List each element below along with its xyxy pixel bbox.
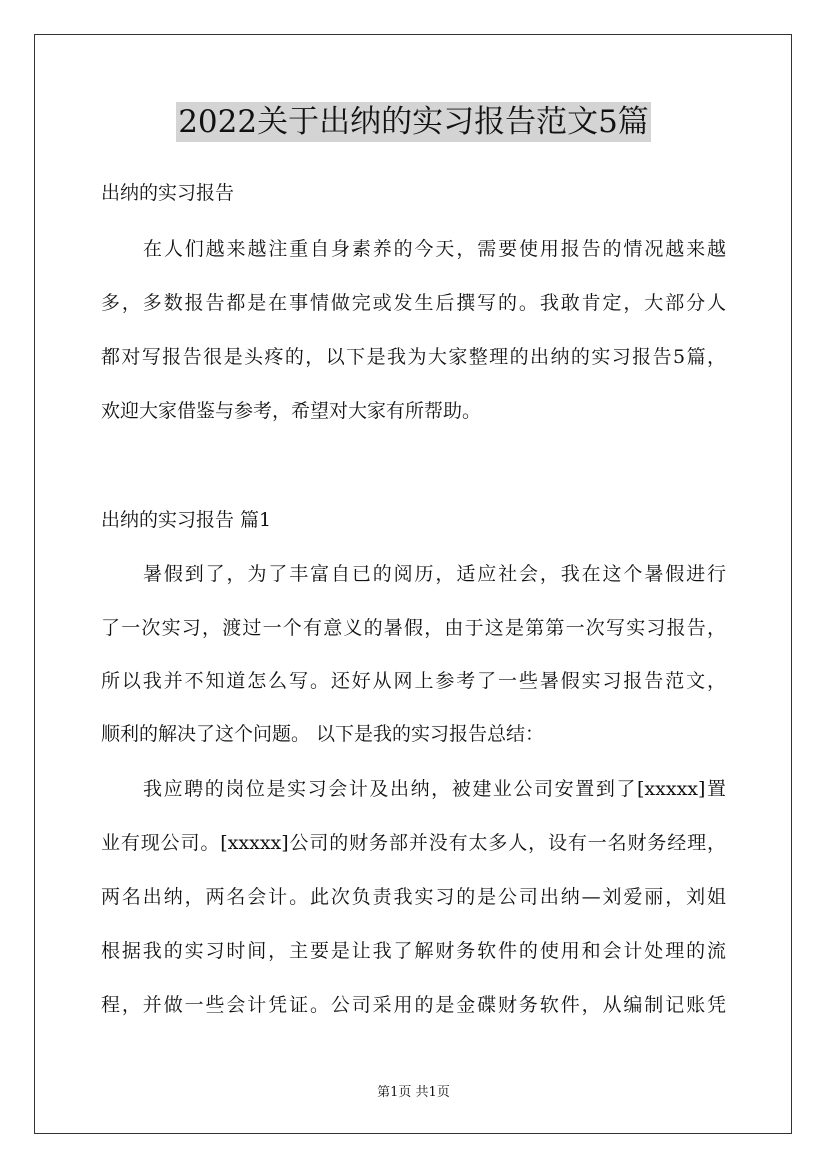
section1-para2-line: 根据我的实习时间，主要是让我了解财务软件的使用和会计处理的流 bbox=[101, 940, 726, 962]
section1-para2-line: 两名出纳，两名会计。此次负责我实习的是公司出纳—刘爱丽，刘姐 bbox=[101, 886, 726, 908]
heading-intro: 出纳的实习报告 bbox=[101, 182, 235, 204]
section1-para1-line: 暑假到了，为了丰富自已的阅历，适应社会，我在这个暑假进行 bbox=[143, 563, 726, 585]
page-number-label: 第1页 共1页 bbox=[377, 1085, 450, 1100]
section1-para2-line: 程，并做一些会计凭证。公司采用的是金碟财务软件，从编制记账凭 bbox=[101, 994, 726, 1016]
section1-para2-line: 业有现公司。[xxxxx]公司的财务部并没有太多人，设有一名财务经理， bbox=[101, 832, 726, 854]
document-title: 2022关于出纳的实习报告范文5篇 bbox=[178, 104, 649, 140]
page-footer bbox=[0, 1085, 827, 1101]
heading-section-1: 出纳的实习报告 篇1 bbox=[101, 509, 272, 531]
section1-para2-line: 我应聘的岗位是实习会计及出纳，被建业公司安置到了[xxxxx]置 bbox=[143, 778, 726, 800]
intro-line: 在人们越来越注重自身素养的今天，需要使用报告的情况越来越 bbox=[143, 238, 726, 260]
section1-para1-line: 了一次实习，渡过一个有意义的暑假，由于这是第第一次写实习报告， bbox=[101, 617, 726, 639]
title-wrap bbox=[0, 102, 827, 142]
intro-line: 都对写报告很是头疼的，以下是我为大家整理的出纳的实习报告5篇， bbox=[101, 346, 726, 368]
intro-line: 多，多数报告都是在事情做完或发生后撰写的。我敢肯定，大部分人 bbox=[101, 292, 726, 314]
intro-line: 欢迎大家借鉴与参考，希望对大家有所帮助。 bbox=[101, 400, 482, 422]
section1-para1-line: 所以我并不知道怎么写。还好从网上参考了一些暑假实习报告范文， bbox=[101, 670, 726, 692]
section1-para1-line: 顺利的解决了这个问题。 以下是我的实习报告总结： bbox=[101, 723, 545, 745]
